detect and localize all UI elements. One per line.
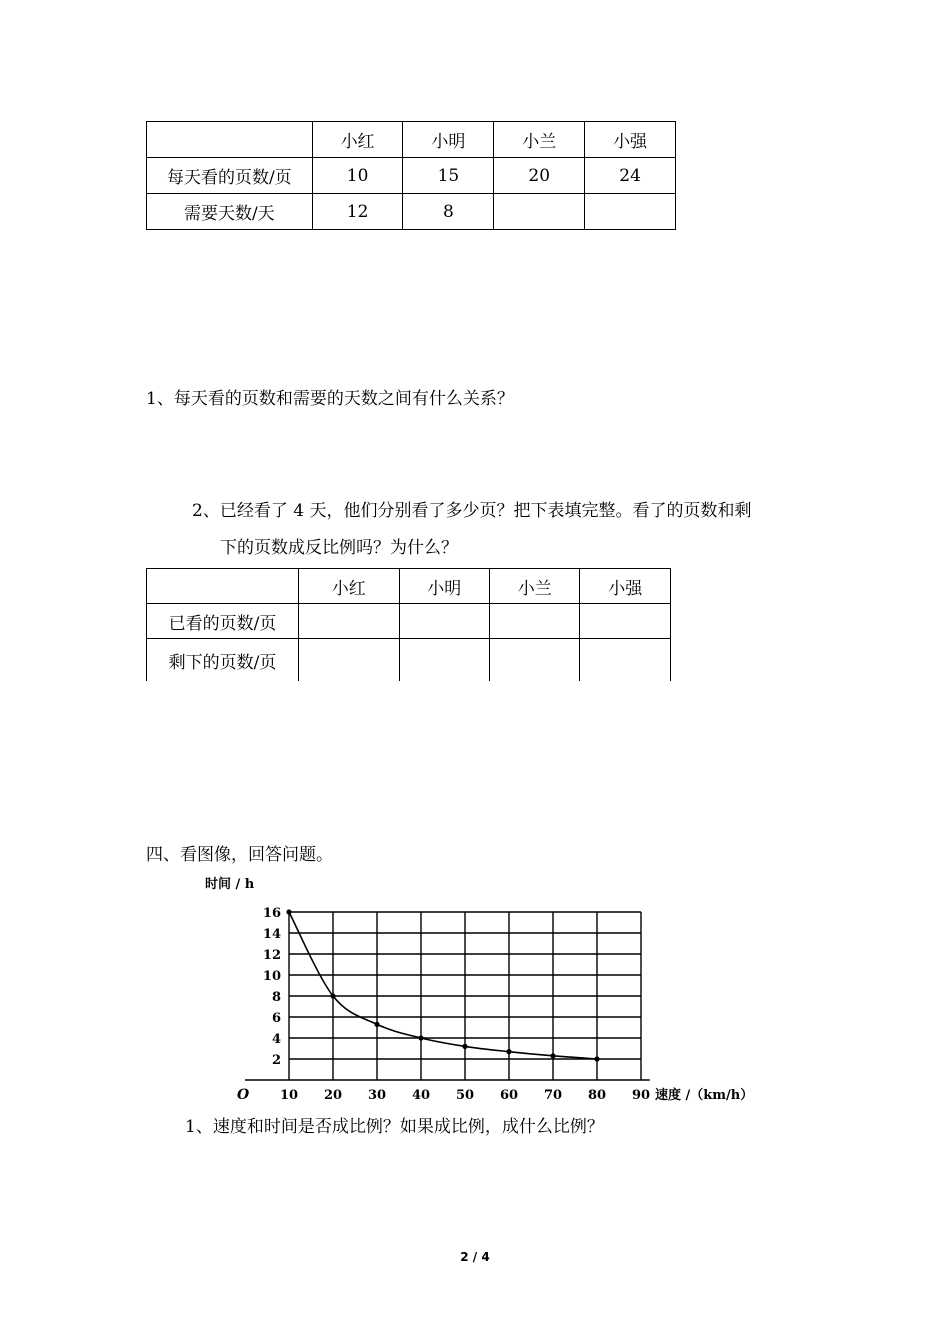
section-4-title: 四、看图像，回答问题。 [146, 845, 333, 865]
row-label: 每天看的页数/页 [147, 158, 313, 194]
header-cell: 小兰 [490, 569, 580, 604]
header-cell: 小兰 [494, 122, 585, 158]
header-cell: 小红 [299, 569, 399, 604]
x-tick-label: 40 [411, 1088, 431, 1103]
y-tick-label: 2 [271, 1053, 281, 1068]
tick-labels [263, 906, 650, 1103]
x-axis-label: 速度 /（km/h） [655, 1088, 754, 1103]
x-tick-label: 30 [367, 1088, 387, 1103]
x-tick-label: 60 [499, 1088, 519, 1103]
y-tick-label: 12 [262, 948, 281, 963]
header-cell: 小明 [403, 122, 494, 158]
row-label: 剩下的页数/页 [147, 639, 299, 682]
y-tick-label: 14 [262, 927, 281, 942]
x-tick-label: 20 [323, 1088, 343, 1103]
y-tick-label: 6 [271, 1011, 281, 1026]
row-label: 已看的页数/页 [147, 604, 299, 639]
data-point [506, 1049, 511, 1054]
section-4-question-1: 1、速度和时间是否成比例？如果成比例，成什么比例？ [185, 1117, 604, 1137]
header-cell: 小强 [580, 569, 671, 604]
header-cell: 小红 [312, 122, 403, 158]
row-label: 需要天数/天 [147, 194, 313, 230]
table-cell: 15 [403, 158, 494, 194]
header-cell: 小强 [585, 122, 676, 158]
origin-label: O [237, 1087, 250, 1103]
question-1: 1、每天看的页数和需要的天数之间有什么关系？ [146, 389, 514, 409]
header-cell: 小明 [399, 569, 489, 604]
x-tick-label: 10 [279, 1088, 299, 1103]
question-2-line2: 下的页数成反比例吗？为什么？ [220, 538, 458, 558]
table-cell: 8 [403, 194, 494, 230]
data-point [550, 1053, 555, 1058]
data-point [374, 1022, 379, 1027]
data-point [418, 1035, 423, 1040]
time-curve [289, 912, 597, 1059]
data-point [330, 993, 335, 998]
table-cell: 10 [312, 158, 403, 194]
x-tick-label: 80 [587, 1088, 607, 1103]
y-tick-label: 10 [262, 969, 281, 984]
x-tick-label: 70 [543, 1088, 563, 1103]
y-tick-label: 16 [262, 906, 281, 921]
page-number: 2 / 4 [460, 1250, 490, 1264]
x-tick-label: 50 [455, 1088, 475, 1103]
table-cell: 12 [312, 194, 403, 230]
table-cell: 24 [585, 158, 676, 194]
x-tick-label: 90 [631, 1088, 651, 1103]
question-2-line1: 2、已经看了 4 天，他们分别看了多少页？把下表填完整。看了的页数和剩 [192, 501, 752, 521]
y-tick-label: 8 [271, 990, 281, 1005]
grid [245, 912, 650, 1080]
data-point [594, 1056, 599, 1061]
data-point [286, 909, 291, 914]
data-point [462, 1044, 467, 1049]
y-tick-label: 4 [271, 1032, 281, 1047]
y-axis-label: 时间 / h [205, 877, 255, 892]
table-cell: 20 [494, 158, 585, 194]
